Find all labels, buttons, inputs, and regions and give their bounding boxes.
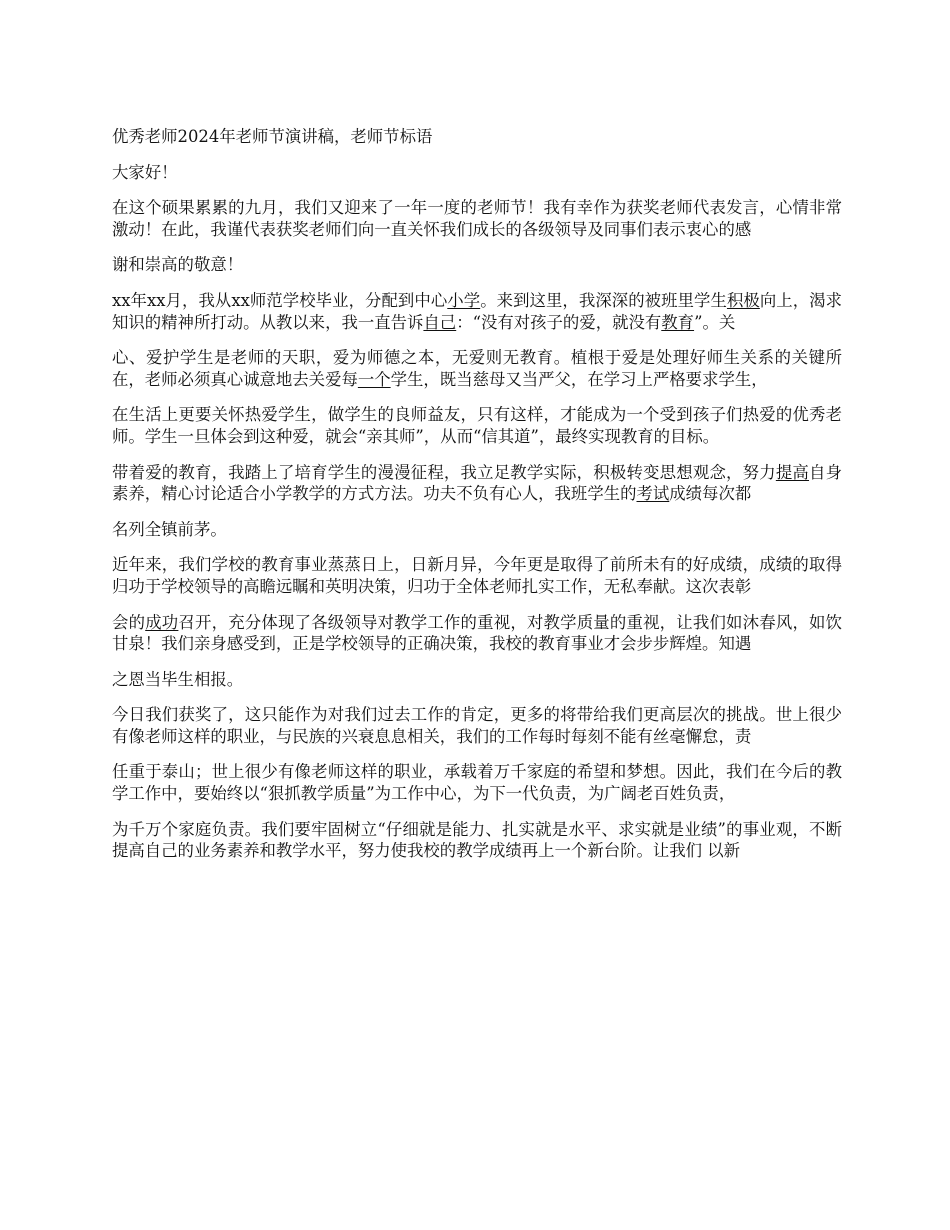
keyword-link[interactable]: 教育 [661,312,695,332]
keyword-link[interactable]: 成功 [145,612,179,632]
text: 向上，渴求知识的精神所打动。从教以来，我一直告诉 [112,290,843,332]
text: 。来到这里，我深深的被班里学生 [480,290,727,310]
text: 会的 [112,612,146,632]
paragraph-12: 任重于泰山；世上很少有像老师这样的职业，承载着万千家庭的希望和梦想。因此，我们在今后的教学工作中，要始终以“狠抓教学质量”为工作中心，为下一代负责，为广阔老百姓负责， [112,762,842,804]
text: ：“没有对孩子的爱，就没有 [456,312,662,332]
paragraph-5: 在生活上更要关怀热爱学生，做学生的良师益友，只有这样，才能成为一个受到孩子们热爱的优秀老师。学生一旦体会到这种爱，就会“亲其师”，从而“信其道”，最终实现教育的目标。 [112,405,842,446]
paragraph-2: 谢和崇高的敬意！ [112,255,244,275]
paragraph-1: 在这个硕果累累的九月，我们又迎来了一年一度的老师节！我有幸作为获奖老师代表发言，心情非常激动！在此，我谨代表获奖老师们向一直关怀我们成长的各级领导及同事们表示衷心的感 [112,198,842,239]
keyword-link[interactable]: 考试 [636,484,670,504]
paragraph-11: 今日我们获奖了，这只能作为对我们过去工作的肯定，更多的将带给我们更高层次的挑战。世上很少有像老师这样的职业，与民族的兴衰息息相关，我们的工作每时每刻不能有丝毫懈怠，责 [112,705,842,746]
keyword-link[interactable]: 提高 [775,462,810,482]
text: 成绩每次都 [669,484,752,504]
text: ”。关 [694,312,736,332]
keyword-link[interactable]: 自己 [423,312,457,332]
paragraph-13: 为千万个家庭负责。我们要牢固树立“仔细就是能力、扎实就是水平、求实就是业绩”的事业观，不断提高自己的业务素养和教学水平，努力使我校的教学成绩再上一个新台阶。让我们 以新 [112,819,842,861]
keyword-link[interactable]: 积极 [726,290,760,310]
text: 学生，既当慈母又当严父，在学习上严格要求学生， [390,369,768,389]
text: xx年xx月，我从xx师范学校毕业，分配到中心 [112,290,448,310]
keyword-link[interactable]: 一个 [357,369,391,389]
paragraph-7: 名列全镇前茅。 [112,519,227,539]
document-title: 优秀老师2024年老师节演讲稿，老师节标语 [112,127,433,146]
paragraph-6 [112,462,842,505]
paragraph-8: 近年来，我们学校的教育事业蒸蒸日上，日新月异，今年更是取得了前所未有的好成绩，成绩的取得归功于学校领导的高瞻远瞩和英明决策，归功于全体老师扎实工作，无私奉献。这次表彰 [112,555,842,596]
text: 召开，充分体现了各级领导对教学工作的重视，对教学质量的重视，让我们如沐春风，如饮甘泉！我们亲身感受到，正是学校领导的正确决策，我校的教育事业才会步步辉煌。知遇 [112,612,843,654]
text: 自身素养，精心讨论适合小学教学的方式方法。功夫不负有心人，我班学生的 [112,462,843,504]
greeting: 大家好！ [112,162,178,182]
paragraph-9 [112,612,842,655]
paragraph-4 [112,347,842,390]
keyword-link[interactable]: 小学 [447,290,481,310]
text: 心、爱护学生是老师的天职，爱为师德之本，无爱则无教育。植根于爱是处理好师生关系的关键所在，老师必须真心诚意地去关爱每 [112,348,842,389]
paragraph-10: 之恩当毕生相报。 [112,669,244,689]
text: 带着爱的教育，我踏上了培育学生的漫漫征程，我立足教学实际，积极转变思想观念，努力 [112,462,776,482]
paragraph-3 [112,290,842,333]
document-body [112,126,842,876]
